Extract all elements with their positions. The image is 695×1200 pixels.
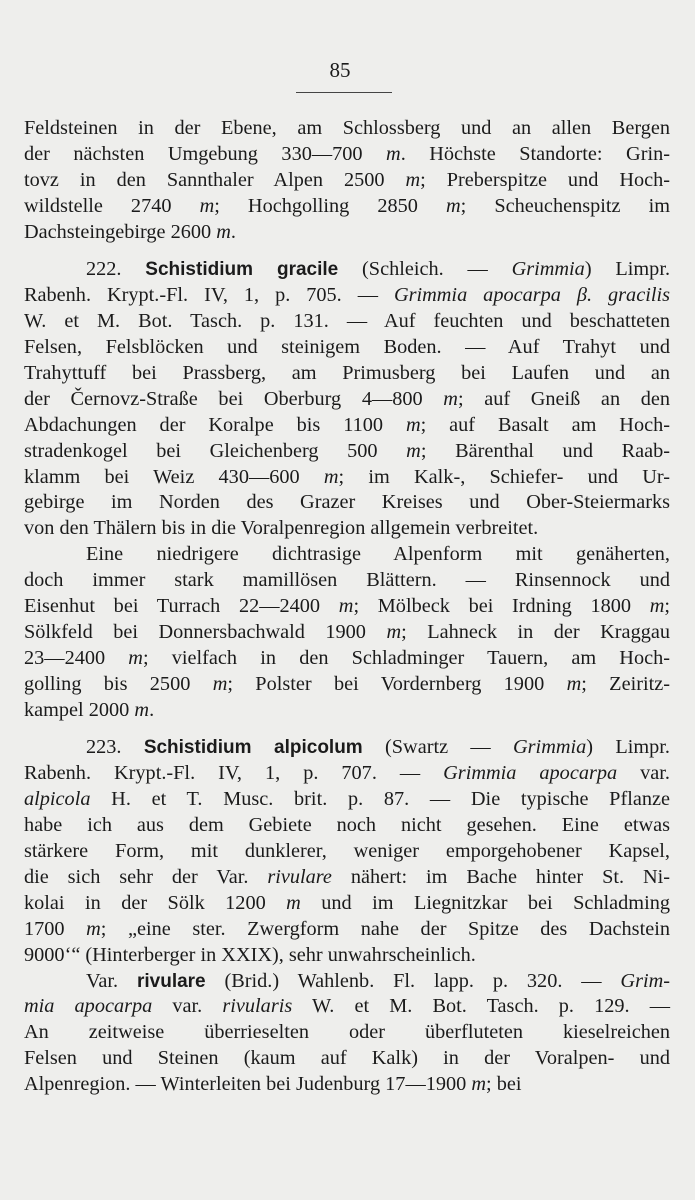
paragraph-gap: [24, 723, 670, 735]
text-run: von den Thälern bis in die Voralpenregion allgemein verbreitet.: [24, 517, 539, 540]
text-run: Trahyttuff bei Prassberg, am Primusberg bei Laufen und an: [24, 362, 670, 385]
text-run: ; Hochgolling 2850: [214, 194, 447, 217]
italic-text: m: [649, 595, 665, 618]
paragraph-p222: [24, 257, 670, 723]
text-run: ; „eine ster. Zwergform nahe der Spitze des Dachstein: [100, 917, 670, 940]
text-run: ) Limpr.: [586, 736, 670, 759]
text-line: [24, 220, 670, 246]
text-run: kolai in der Sölk 1200: [24, 891, 287, 914]
text-run: (Brid.) Wahlenb. Fl. lapp. p. 320. —: [205, 969, 621, 992]
text-run: ; vielfach in den Schladminger Tauern, am Hoch-: [142, 646, 670, 669]
text-line: [24, 168, 670, 194]
text-run: klamm bei Weiz 430—600: [24, 465, 324, 488]
paragraph-p223: [24, 735, 670, 1097]
text-run: Var.: [86, 969, 137, 992]
text-run: ; Mölbeck bei Irdning 1800: [353, 595, 650, 618]
text-line: [24, 594, 670, 620]
italic-text: m: [405, 413, 421, 436]
text-line: [24, 698, 670, 724]
text-run: 23—2400: [24, 646, 129, 669]
text-line: [24, 309, 670, 335]
text-run: der nächsten Umgebung 330—700: [24, 142, 387, 165]
text-run: der Černovz-Straße bei Oberburg 4—800: [24, 387, 444, 410]
italic-text: m: [566, 672, 582, 695]
text-run: Felsen, Felsblöcken und steinigem Boden. — Auf Trahyt und: [24, 336, 670, 359]
text-run: die sich sehr der Var.: [24, 865, 268, 888]
text-run: und im Liegnitzkar bei Schladming: [300, 891, 670, 914]
text-run: var.: [617, 762, 670, 785]
text-run: habe ich aus dem Gebiete noch nicht gesehen. Eine etwas: [24, 814, 670, 837]
italic-text: m: [216, 220, 231, 243]
text-run: Rabenh. Krypt.-Fl. IV, 1, p. 705. —: [24, 284, 394, 307]
italic-text: Grimmia apocarpa β. gracilis: [393, 284, 670, 307]
text-run: 222.: [86, 258, 146, 281]
text-line: [24, 142, 670, 168]
text-run: ; Bärenthal und Raab-: [420, 439, 670, 462]
text-run: W. et M. Bot. Tasch. p. 129. —: [292, 995, 670, 1018]
text-run: 1700: [24, 917, 87, 940]
text-line: [24, 1020, 670, 1046]
text-line: [24, 943, 670, 969]
text-run: W. et M. Bot. Tasch. p. 131. — Auf feuchten und beschatteten: [24, 310, 670, 333]
text-run: An zeitweise überrieselten oder überfluteten kieselreichen: [24, 1021, 670, 1044]
text-run: golling bis 2500: [24, 672, 213, 695]
species-name: Schistidium gracile: [145, 259, 339, 281]
text-run: ; auf Basalt am Hoch-: [420, 413, 670, 436]
text-line: [24, 413, 670, 439]
text-run: .: [230, 220, 236, 243]
italic-text: m: [386, 142, 401, 165]
italic-text: m: [199, 194, 215, 217]
italic-text: rivulare: [267, 865, 332, 888]
text-run: (Swartz —: [362, 736, 514, 759]
italic-text: m: [446, 194, 461, 217]
text-line: [24, 969, 670, 995]
text-line: [24, 387, 670, 413]
text-line: [24, 257, 670, 283]
italic-text: m: [323, 465, 339, 488]
text-line: [24, 994, 670, 1020]
text-line: [24, 813, 670, 839]
text-line: [24, 620, 670, 646]
text-run: Sölkfeld bei Donnersbachwald 1900: [24, 620, 387, 643]
text-run: stärkere Form, mit dunklerer, weniger emporgehobener Kapsel,: [24, 840, 670, 863]
text-run: Feldsteinen in der Ebene, am Schlossberg und an allen Bergen: [24, 117, 670, 139]
italic-text: m: [386, 620, 402, 643]
species-name: rivulare: [136, 970, 206, 992]
italic-text: Grim-: [620, 969, 670, 992]
text-run: ; im Kalk-, Schiefer- und Ur-: [338, 465, 670, 488]
italic-text: m: [86, 917, 101, 940]
text-run: ; auf Gneiß an den: [457, 387, 670, 410]
italic-text: Grimmia apocarpa: [443, 762, 618, 785]
italic-text: m: [471, 1073, 487, 1096]
text-line: [24, 787, 670, 813]
italic-text: m: [443, 387, 458, 410]
text-line: [24, 194, 670, 220]
italic-text: m: [286, 891, 301, 914]
text-run: var.: [152, 995, 223, 1018]
text-line: [24, 1072, 670, 1098]
italic-text: m: [405, 168, 421, 191]
text-run: ; Scheuchenspitz im: [460, 194, 671, 217]
text-run: Eisenhut bei Turrach 22—2400: [24, 595, 339, 618]
text-run: ; Polster bei Vordernberg 1900: [227, 672, 567, 695]
text-line: [24, 361, 670, 387]
text-run: ; bei: [486, 1073, 522, 1096]
text-run: wildstelle 2740: [24, 194, 200, 217]
text-line: [24, 672, 670, 698]
text-line: [24, 542, 670, 568]
italic-text: Grimmia: [513, 736, 587, 759]
text-run: 223.: [86, 736, 144, 759]
italic-text: mia apocarpa: [24, 995, 153, 1018]
italic-text: alpicola: [24, 788, 91, 811]
text-run: ) Limpr.: [584, 258, 671, 281]
text-run: ; Preberspitze und Hoch-: [420, 168, 670, 191]
text-run: Dachsteingebirge 2600: [24, 220, 217, 243]
text-run: Rabenh. Krypt.-Fl. IV, 1, p. 707. —: [24, 762, 444, 785]
italic-text: m: [406, 439, 421, 462]
text-line: [24, 439, 670, 465]
text-line: [24, 839, 670, 865]
text-run: H. et T. Musc. brit. p. 87. — Die typische Pflanze: [90, 788, 670, 811]
text-run: Abdachungen der Koralpe bis 1100: [24, 413, 406, 436]
italic-text: m: [212, 672, 228, 695]
italic-text: Grimmia: [511, 258, 585, 281]
text-run: nähert: im Bache hinter St. Ni-: [331, 865, 670, 888]
text-run: Alpenregion. — Winterleiten bei Judenburg 17—1900: [24, 1073, 472, 1096]
text-line: [24, 646, 670, 672]
paragraph-gap: [24, 245, 670, 257]
text-run: Eine niedrigere dichtrasige Alpenform mit genäherten,: [86, 543, 670, 566]
text-line: [24, 116, 670, 142]
text-line: [24, 568, 670, 594]
text-line: [24, 891, 670, 917]
page-number-rule: [296, 92, 392, 93]
body-text: [24, 116, 670, 1098]
text-line: [24, 516, 670, 542]
text-run: ; Lahneck in der Kraggau: [401, 620, 670, 643]
text-line: [24, 335, 670, 361]
text-run: Felsen und Steinen (kaum auf Kalk) in der Voralpen- und: [24, 1047, 670, 1070]
page-number: 85: [329, 58, 351, 82]
text-line: [24, 865, 670, 891]
text-run: 9000‘“ (Hinterberger in XXIX), sehr unwahrscheinlich.: [24, 943, 476, 966]
text-run: gebirge im Norden des Grazer Kreises und Ober-Steiermarks: [24, 491, 670, 514]
italic-text: m: [134, 698, 150, 721]
species-name: Schistidium alpicolum: [143, 737, 363, 759]
text-run: kampel 2000: [24, 698, 135, 721]
text-run: ; Zeiritz-: [581, 672, 670, 695]
text-run: tovz in den Sannthaler Alpen 2500: [24, 168, 406, 191]
paragraph-p0: [24, 116, 670, 245]
text-run: stradenkogel bei Gleichenberg 500: [24, 439, 407, 462]
text-run: doch immer stark mamillösen Blättern. — Rinsennock und: [24, 569, 670, 592]
italic-text: m: [338, 595, 354, 618]
text-line: [24, 1046, 670, 1072]
text-line: [24, 490, 670, 516]
text-run: . Höchste Standorte: Grin-: [400, 142, 670, 165]
italic-text: m: [128, 646, 143, 669]
text-line: [24, 283, 670, 309]
text-run: ;: [664, 595, 671, 618]
text-run: (Schleich. —: [338, 258, 512, 281]
italic-text: rivularis: [222, 995, 293, 1018]
text-line: [24, 465, 670, 491]
text-line: [24, 735, 670, 761]
text-line: [24, 917, 670, 943]
text-line: [24, 761, 670, 787]
text-run: .: [149, 698, 155, 721]
